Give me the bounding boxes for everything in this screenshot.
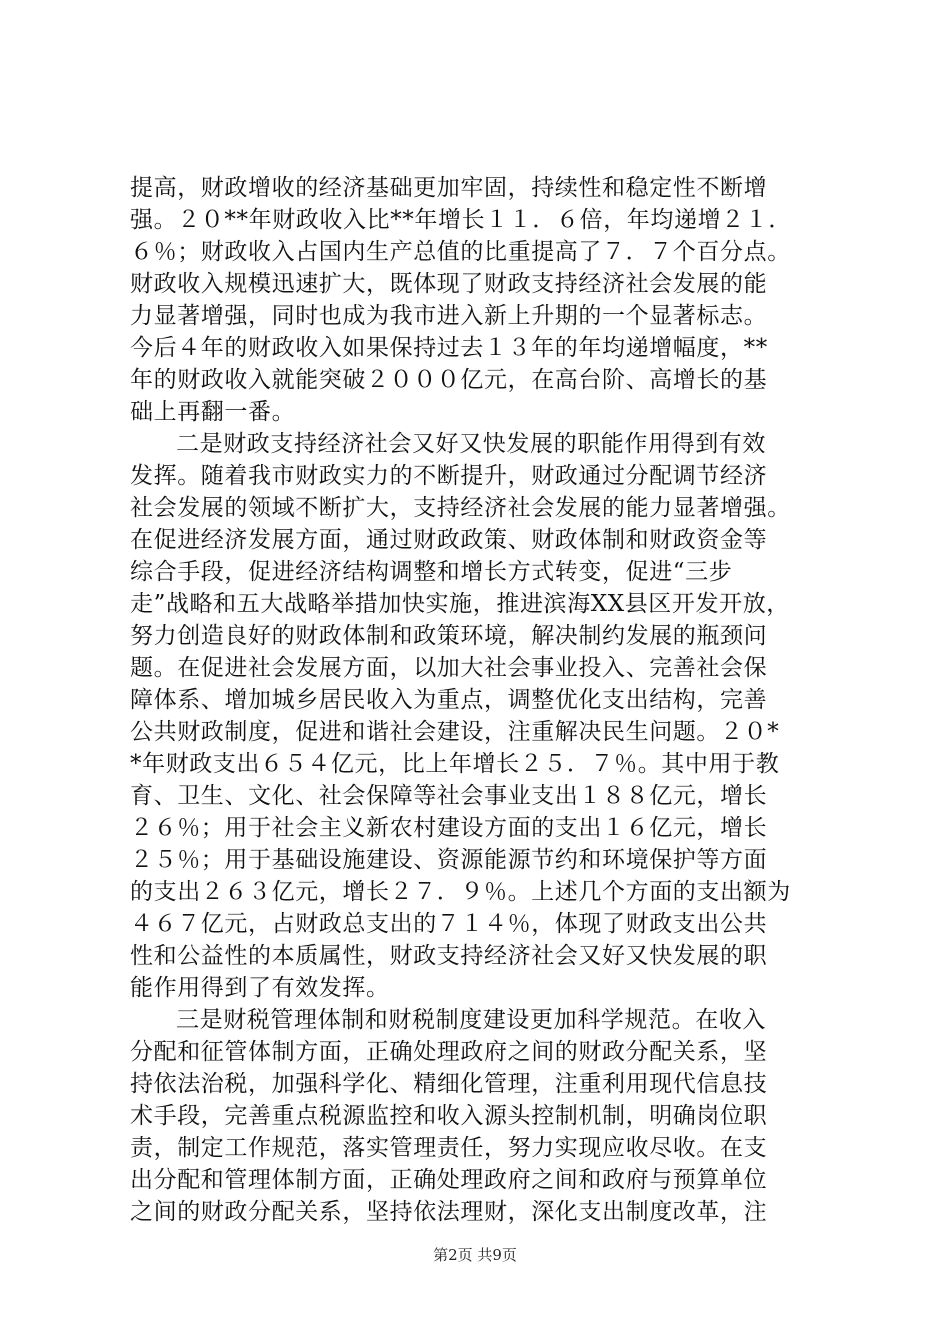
text-line: 的支出２６３亿元，增长２７．９％。上述几个方面的支出额为 xyxy=(130,879,791,905)
text-line: 提高，财政增收的经济基础更加牢固，持续性和稳定性不断增 xyxy=(130,175,768,201)
text-line: 努力创造良好的财政体制和政策环境，解决制约发展的瓶颈问 xyxy=(130,623,768,649)
text-line: 础上再翻一番。 xyxy=(130,399,296,425)
text-line: 在促进经济发展方面，通过财政政策、财政体制和财政资金等 xyxy=(130,527,768,553)
paragraph-start-line: 三是财税管理体制和财税制度建设更加科学规范。在收入 xyxy=(176,1007,766,1033)
text-line: 之间的财政分配关系，坚持依法理财，深化支出制度改革，注 xyxy=(130,1199,768,1225)
text-line: 走”战略和五大战略举措加快实施，推进滨海XX县区开发开放， xyxy=(130,591,790,617)
text-line: 力显著增强，同时也成为我市进入新上升期的一个显著标志。 xyxy=(130,303,768,329)
text-line: 障体系、增加城乡居民收入为重点，调整优化支出结构，完善 xyxy=(130,687,768,713)
text-line: ４６７亿元，占财政总支出的７１４％，体现了财政支出公共 xyxy=(130,911,768,937)
document-body xyxy=(130,172,830,1228)
text-line: 今后４年的财政收入如果保持过去１３年的年均递增幅度，** xyxy=(130,335,768,361)
text-line: 育、卫生、文化、社会保障等社会事业支出１８８亿元，增长 xyxy=(130,783,768,809)
text-line: 年的财政收入就能突破２０００亿元，在高台阶、高增长的基 xyxy=(130,367,768,393)
text-line: 持依法治税，加强科学化、精细化管理，注重利用现代信息技 xyxy=(130,1071,768,1097)
paragraph-start-line: 二是财政支持经济社会又好又快发展的职能作用得到有效 xyxy=(176,431,766,457)
text-line: ２６％；用于社会主义新农村建设方面的支出１６亿元，增长 xyxy=(130,815,768,841)
text-line: 综合手段，促进经济结构调整和增长方式转变，促进“三步 xyxy=(130,559,733,585)
text-line: 术手段，完善重点税源监控和收入源头控制机制，明确岗位职 xyxy=(130,1103,768,1129)
text-line: 财政收入规模迅速扩大，既体现了财政支持经济社会发展的能 xyxy=(130,271,768,297)
text-line: 责，制定工作规范，落实管理责任，努力实现应收尽收。在支 xyxy=(130,1135,768,1161)
text-line: 发挥。随着我市财政实力的不断提升，财政通过分配调节经济 xyxy=(130,463,768,489)
text-line: 公共财政制度，促进和谐社会建设，注重解决民生问题。２０* xyxy=(130,719,780,745)
text-line: ２５％；用于基础设施建设、资源能源节约和环境保护等方面 xyxy=(130,847,768,873)
text-line: 社会发展的领域不断扩大，支持经济社会发展的能力显著增强。 xyxy=(130,495,791,521)
text-line: 能作用得到了有效发挥。 xyxy=(130,975,390,1001)
text-line: 分配和征管体制方面，正确处理政府之间的财政分配关系，坚 xyxy=(130,1039,768,1065)
page-number-footer: 第2页 共9页 xyxy=(433,1246,517,1264)
text-line: ６％；财政收入占国内生产总值的比重提高了７．７个百分点。 xyxy=(130,239,791,265)
text-line: *年财政支出６５４亿元，比上年增长２５．７％。其中用于教 xyxy=(130,751,780,777)
text-line: 题。在促进社会发展方面，以加大社会事业投入、完善社会保 xyxy=(130,655,768,681)
text-line: 性和公益性的本质属性，财政支持经济社会又好又快发展的职 xyxy=(130,943,768,969)
text-line: 出分配和管理体制方面，正确处理政府之间和政府与预算单位 xyxy=(130,1167,768,1193)
text-line: 强。２０**年财政收入比**年增长１１．６倍，年均递增２１． xyxy=(130,207,792,233)
